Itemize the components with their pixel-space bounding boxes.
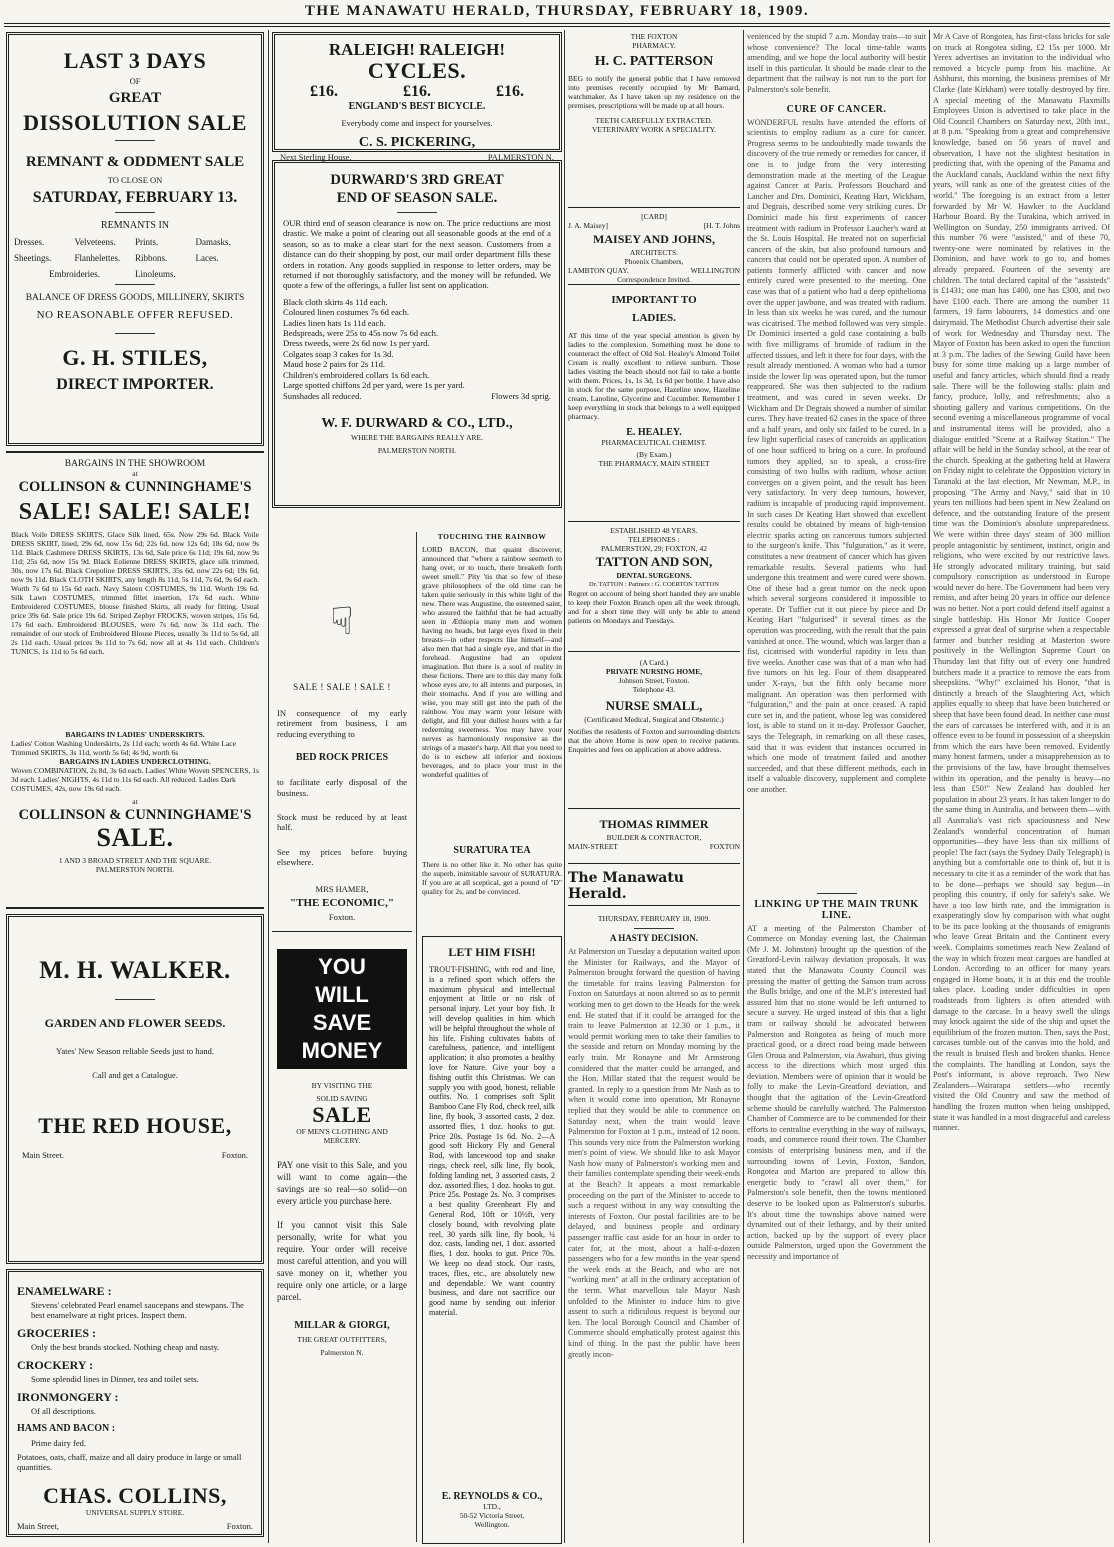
stiles-date: SATURDAY, FEBRUARY 13. — [32, 189, 238, 206]
pickering-price: £16. — [496, 83, 524, 100]
reynolds-name: E. REYNOLDS & CO., — [441, 1491, 543, 1502]
durward-item: Black cloth skirts 4s 11d each. — [283, 296, 388, 307]
collinson-sale: SALE! SALE! SALE! — [18, 499, 252, 525]
column-1 — [6, 32, 264, 1543]
reynolds-ad — [422, 936, 562, 1544]
durward-h1: DURWARD'S 3RD GREAT — [330, 172, 504, 188]
collinson-body3: Woven COMBINATION, 2s 8d, 3s 6d each. Ladies' White Woven SPENCERS, 1s 3d each. Ladies' NIGHTS, 4s 11d to 11s 6d each. All reduced. Ladies Dark COSTUMES, 42s, now 19s 6d each. — [11, 766, 259, 793]
durward-item: Children's embroidered collars 1s 6d each. — [283, 369, 430, 380]
linking-body: AT a meeting of the Palmerston Chamber of Commerce on Monday evening last, the Chairman (Mr J. M. Johnston) brought up the question of the Greatford-Levin railway deviation proposals. It was stated that the Manawatu County Council was pressing the matter of getting the Sanson tram across the Bulls bridge, and one of the M.P.'s interested had assured him that no stone would be left unturned to secure a survey. He urged instead of this that a light tram or railway should be advocated between Palmerston and Rongotea as being of much more practical good, or a direct road being made between Glen Oroua and Palmerston, via Awahuri, thus giving access to the directions which most urged this deviation. Members were of opinion that it would be folly to make the Levin-Greatford deviation, and thought that the agitation of the Levin-Greatford scheme should be carefully watched. The Palmerston Chamber of Commerce are to be commended for their efforts to centralise everything in the way of railways, roads, and commerce round their town. The Chamber consists of enterprising business men, and if the surrounding towns of Levin, Foxton, Sandon, Rongotea and Marton are prepared to allow this energetic body to "crawl all over them," for Palmerston's sole benefit, then the towns mentioned deserve to be looked upon as Palmerston's suburbs. It's about time the townships above named were dynamited out of their lethargy, and by their united action, backed up by the support of every place outside Palmerston, urged upon the Government the necessity and importance of — [747, 923, 926, 1261]
rimmer-name: THOMAS RIMMER — [599, 817, 709, 831]
stiles-item: Sheetings. — [14, 253, 52, 263]
pickering-price: £16. — [310, 83, 338, 100]
millar-l1: BY VISITING THE — [311, 1081, 373, 1090]
durward-list — [283, 297, 551, 401]
durward-h2: END OF SEASON SALE. — [336, 190, 498, 206]
maisey-corr: Correspondence Invited. — [617, 275, 691, 284]
col2-right — [422, 532, 562, 1542]
column-6 — [933, 32, 1110, 1543]
tatton-ad — [568, 522, 740, 652]
healey-sub: PHARMACEUTICAL CHEMIST. — [601, 438, 707, 447]
durward-name: W. F. DURWARD & CO., LTD., — [321, 415, 513, 431]
hamer-sale: SALE ! SALE ! SALE ! — [293, 682, 391, 692]
collins-sub: UNIVERSAL SUPPLY STORE. — [85, 1508, 185, 1517]
pickering-come: Everybody come and inspect for yourselves. — [341, 118, 493, 128]
pickering-cycles: CYCLES. — [367, 58, 467, 83]
tatton-tel2: PALMERSTON, 29; FOXTON, 42 — [601, 544, 707, 553]
hamer-town: Foxton. — [328, 911, 356, 922]
rimmer-ad — [568, 809, 740, 864]
millar-save: SAVE — [312, 1010, 372, 1035]
rainbow-title: TOUCHING THE RAINBOW — [437, 532, 547, 541]
maisey-addr: Phoenix Chambers, — [624, 257, 684, 266]
hamer-p4: See my prices before buying elsewhere. — [277, 846, 407, 868]
small-ad — [568, 652, 740, 809]
stiles-item: Dresses. — [14, 237, 45, 247]
durward-item: Bedspreads, were 25s to 45s now 7s 6d each. — [283, 328, 439, 339]
collins-crockery: CROCKERY : — [17, 1358, 94, 1372]
durward-sub: WHERE THE BARGAINS REALLY ARE. — [351, 432, 483, 442]
hamer-bed-rock: BED ROCK PRICES — [295, 752, 389, 764]
collins-enamel: ENAMELWARE : — [17, 1284, 112, 1298]
collins-groceries-text: Only the best brands stocked. Nothing cheap and nasty. — [31, 1342, 220, 1352]
stiles-item: Embroideries. — [49, 269, 100, 279]
stiles-of: OF — [129, 76, 141, 86]
millar-l2: SOLID SAVING — [316, 1094, 368, 1103]
masthead-rule-2 — [4, 26, 1110, 27]
millar-sale: SALE — [312, 1102, 372, 1127]
stiles-dissolution: DISSOLUTION SALE — [23, 110, 247, 135]
tatton-name: TATTON AND SON, — [595, 554, 713, 569]
column-3 — [568, 32, 740, 1543]
millar-sub: THE GREAT OUTFITTERS, — [297, 1335, 387, 1344]
healey-ad — [568, 285, 740, 522]
healey-body: AT this time of the year special attention is given by ladies to the complexion. Something must be done to counteract the effect of Old Sol. Healey's Almond Toilet Cream is really excellent to relieve sunburn. Those ladies visiting the beach should not fail to take a bottle with them. Prices, 1s, 1s 3d, 1s 6d per bottle. I have also in stock for the same purpose, Hazeline snow, Hazeline cream, Lanoline, Glycerine and Cucumber. Remember I keep everything in stock that belongs to a well equipped pharmacy. — [568, 331, 740, 421]
hamer-body: IN consequence of my early retirement from business, I am reducing everything to — [277, 708, 407, 739]
stiles-item: Linoleums. — [135, 269, 176, 279]
rimmer-town: FOXTON — [709, 842, 740, 851]
maisey-card: [CARD] — [641, 212, 667, 221]
durward-town: PALMERSTON NORTH. — [377, 445, 457, 455]
millar-money: MONEY — [301, 1038, 383, 1063]
small-name: NURSE SMALL, — [605, 698, 703, 713]
collinson-showroom: BARGAINS IN THE SHOWROOM — [64, 459, 206, 469]
masthead: THE MANAWATU HERALD, THURSDAY, FEBRUARY 18, 1909. — [304, 3, 810, 19]
millar-name: MILLAR & GIORGI, — [294, 1320, 390, 1331]
millar-ad — [272, 937, 412, 1537]
cancer-body: WONDERFUL results have attended the efforts of scientists to employ radium as a cure for cancer. Progress seems to be undoubtedly made towards the discovery of the true remedy or remedies for cancer, if one is to judge from the very interesting demonstration made at the meeting of the League against Cancer at Paris. Professors Bouchard and Lancher and Drs. Dominici, Keating Hart, Wickham, and Degrais, described some very striking cures. Dr Dominici made his first experiments of cancer treatment with radium in Professor Laucher's ward at the St. Louis Hospital. He treated not on superficial cancers of the skin, but also profound tumours and cancers that could not be operated upon. A number of patients formerly afflicted with cancer and now entirely cured were presented to the meeting. One case was that of a patient who had a deep epithelioma over the upper jawbone, and was treated with radium. In less than six weeks he was cured, and the tumour was cicatrised. The method followed was very simple. Dr Dominici inserted a gold case containing a bulb with five milligrams of bromide of radium in the affected tissues, and left it there for four days, with the result already mentioned. A woman who had a tumor inside the lower lip was operated upon, but the tumor reappeared. She was then subjected to the radium treatment, and was cured in seven weeks. Dr Wickham and Dr Degrais showed a number of similar cures. They have treated 62 cases in the space of three and a half years, and only six failed to be cured. In a few light superficial cases of cancroids an application of one hour sufficed to bring on a cure. In profound tumors they applied, so to speak, a cross-fire consisting of two bulbs with radium, whose action converges on a given point, and the result has been very satisfactory. In very deep tumours, however, radium is incapable of producing rapid improvement. In such cases Dr Keating Hart showed that excellent results could be obtained by means of high-tension electric sparks acting on cancerous tumors subjected to the surgeon's knife. This "fulguration," as it were, constitutes a new treatment of cancer which has given remarkable results. Several patients who had undergone this treatment and were cured were shown. One of these had a great tumor on the neck upon which several surgeons considered it impossible to operate. Dr Tuffier cut it out piece by piece and Dr Keating Hart "fulgurised" it several times as the operation was proceeding, with the result that the pain vanished at once. The wound, which was larger than a fist, cicatrised with wonderful rapidity in less than five weeks. Another case was that of a man who had five tumors on his leg. Four of them disappeared under X-rays, but the fifth only became more malignant. An operation was then performed with "fulguration," and the pain at once ceased. A rapid cure set in, and the patient, whose leg was considered lost, is able to stand on it to-day. Professor Gaucher, says the Telegraph, in remarking on all these cases, said that it was evident that instances occurred in which one mode of treatment failed and another succeeded, and that these different methods, each in itself a valuable discovery, supplement and complete one another. — [747, 117, 927, 794]
rainbow-end: There is no other like it. No other has quite the superb, inimitable savour of SURATURA. If you are at all sceptical, get a pound of "D" quality for 2s, and be convinced. — [422, 860, 562, 896]
durward-body: OUR third end of season clearance is now on. The price reductions are most drastic. We make a point of clearing out all seasonable goods at the end of a season, so as to make a clear start for the next season. Customers from a distance can do their shopping by post, our mail order department fills these orders in rotation. Any goods supplied in response to letter orders, may be returned if not thoroughly satisfactory, and the money will be refunded. We quote a few of the offerings, a fuller list sent on application. — [283, 218, 551, 291]
durward-item: Colgates soap 3 cakes for 1s 3d. — [283, 348, 394, 359]
millar-town: Palmerston N. — [320, 1348, 364, 1357]
reynolds-addr: 50-52 Victoria Street, — [459, 1511, 525, 1520]
small-body: Notifies the residents of Foxton and surrounding districts that the above Home is now open to receive patients. Enquiries and fees on application at above address. — [568, 727, 740, 754]
maisey-right: [H. T. Johns — [703, 221, 740, 230]
reynolds-title: LET HIM FISH! — [448, 945, 536, 959]
column-rule — [564, 30, 565, 1543]
durward-item: Ladies linen hats 1s 11d each. — [283, 317, 386, 328]
collins-town: Foxton. — [226, 1521, 253, 1531]
maisey-town: WELLINGTON — [690, 266, 740, 275]
stiles-offer: NO REASONABLE OFFER REFUSED. — [36, 309, 234, 321]
millar-you: YOU — [318, 954, 366, 979]
pickering-addr: Next Sterling House, — [280, 152, 352, 162]
stiles-headline: LAST 3 DAYS — [63, 48, 207, 73]
column-rule — [743, 30, 744, 1543]
stiles-remnant: REMNANT & ODDMENT SALE — [25, 154, 245, 170]
tatton-tel: TELEPHONES : — [628, 535, 680, 544]
healey-name: E. HEALEY. — [626, 427, 682, 438]
column-2 — [272, 32, 562, 1543]
pickering-price: £16. — [403, 83, 431, 100]
reynolds-body: TROUT-FISHING, with rod and line, is a refined sport which offers the maximum physical and intellectual enjoyment at little or no risk of personal injury. Let your boy fish. It will develop qualities in him which will be helpful throughout the whole of his life. Fishing cultivates habits of carefulness, patience, and intelligent application; it also promotes a healthy love for Nature. Give your boy a fishing outfit this Christmas. We can supply you with good, honest, reliable outfits. No. 1 comprises soft Split Bamboo Cane Fly Rod, check reel, silk line, fly book, 3 assorted casts, 2 doz. assorted flies, 1 doz. hooks to gut. Price 20s. Postage 1s 6d. No. 2—A good soft Hickory Fly and General Rod, with lancewood top and snake rings, check reel, silk line, fly book, folding landing net, 3 assorted casts, 2 doz. assorted flies, 1 doz. hooks to gut. Price 25s. Postage 2s. No. 3 comprises a best quality Greenheart Fly and General Rod, 10ft or 10½ft, very closely bound, with revolving plate reel, 30 yards silk line, fly book, ¼ doz. casts, landing net, 1 doz. assorted flies, 1 doz. hooks to gut. Price 70s. We keep no dead stock. Our casts, traces, flies, etc., are absolutely new and dependable. We want country business, and dare not sacrifice our good name by sending out inferior material. — [429, 965, 555, 1317]
pickering-ad — [272, 32, 562, 162]
maisey-ad — [568, 208, 740, 285]
durward-item: Sunshades all reduced. — [283, 390, 362, 401]
stiles-item: Flanhelettes. — [74, 253, 121, 263]
hamer-ad — [272, 532, 412, 932]
patterson-teeth: TEETH CAREFULLY EXTRACTED. — [595, 116, 713, 125]
patterson-ad — [568, 32, 740, 208]
col2-left — [272, 532, 412, 1542]
herald-date: THURSDAY, FEBRUARY 18, 1909. — [597, 914, 711, 923]
stiles-close: TO CLOSE ON — [107, 175, 163, 185]
reynolds-town: Wellington. — [474, 1520, 510, 1529]
collinson-name: COLLINSON & CUNNINGHAME'S — [18, 479, 252, 495]
cancer-heading: CURE OF CANCER. — [786, 103, 887, 115]
collins-produce: Potatoes, oats, chaff, maize and all dairy produce in large or small quantities. — [17, 1452, 242, 1472]
small-h1: PRIVATE NURSING HOME, — [605, 667, 703, 676]
collins-groceries: GROCERIES : — [17, 1326, 97, 1340]
maisey-addr2: LAMBTON QUAY. — [568, 266, 629, 275]
rainbow-tea: SURATURA TEA — [453, 845, 531, 856]
rimmer-street: MAIN-STREET — [568, 842, 618, 851]
collins-hams: HAMS AND BACON : — [17, 1423, 116, 1434]
collinson-body2: Ladies' Cotton Washing Underskirts, 2s 11d each; worth 4s 6d. White Lace Trimmed SKIRTS, 3s 11d, worth 5s 6d; 4s 9d, worth 6s — [11, 739, 236, 757]
durward-item: Dress tweeds, were 2s 6d now 1s per yard. — [283, 338, 430, 349]
collinson-at: at — [132, 469, 138, 478]
small-sub: (Certificated Medical, Surgical and Obstetric.) — [584, 715, 724, 724]
collins-street: Main Street, — [17, 1521, 60, 1531]
stiles-item: Laces. — [195, 253, 219, 263]
durward-item: Maud hose 2 pairs for 2s 11d. — [283, 359, 386, 370]
collinson-at-2: at — [132, 797, 138, 806]
stiles-item: Prints. — [135, 237, 159, 247]
collins-enamel-text: Stevens' celebrated Pearl enamel saucepans and stewpans. The best enamelware at right prices. Inspect them. — [31, 1300, 244, 1320]
small-addr: Johnson Street, Foxton. — [618, 676, 690, 685]
millar-will: WILL — [315, 982, 369, 1007]
col4-top: venienced by the stupid 7 a.m. Monday train—to suit whose convenience? The local time-table wants amending, and we hope the local authority will bestir itself in this particular. It should be made clear to the department that the railway is not run to the port for Palmerston's sole benefit. — [747, 32, 926, 94]
reynolds-ltd: LTD., — [483, 1502, 501, 1511]
herald-body: At Palmerston on Tuesday a deputation waited upon the Minister for Railways, and the Mayor of Palmerston brought forward the question of having the timetable for trains leaving Palmerston for Foxton on Saturdays at noon altered so as to permit working men to get down to the Heads for the week end. He stated that if it could be arranged for the train to leave Palmerston at 12.30 or 1 p.m., it would permit working men to take their families to the seaside and return on Monday morning by the early train. Mr Ronayne and Mr Armstrong considered that the matter could be arranged, and the Hon. Millar stated that the request would be granted. In reply to a question from Mr Nash as to when it would come into operation, Mr Ronayne replied that they would be able to commence on Saturday next, when the train would leave Palmerston for Foxton at 1 p.m., instead of 12 noon. This sounds very nice from the Palmerston working men's point of view. We should like to ask Mayor Nash how many of Palmerston's working men and their families contemplate spending their week-ends at the Beach? It appears a most remarkable proceeding on the part of the Minister to accede to such a request without in any way consulting the interests of Foxton. Our postal facilities are to be delayed, and business people and ordinary passenger traffic cast aside for an hour in order to cater for, at the most, about a half-a-dozen passengers who for a few months in the year spend the week ends at the Beach, and who are not "working men" at all in the ordinary acceptation of the term. What marvellous tale Mayor Nash unfolded to the Minister to induce him to give assent to such a ridiculous request is beyond our ken. The local Borough Council and Chamber of Commerce should emphatically protest against this kind of thing. In the past the public have been greatly incon- — [568, 947, 740, 1359]
column-rule — [929, 30, 930, 1543]
millar-l5: MERCERY. — [323, 1136, 361, 1145]
healey-h2: LADIES. — [632, 312, 676, 324]
millar-p2: If you cannot visit this Sale personally, write for what you require. Your order will receive most careful attention, and you will save money on it, whether you require only one article, or a large parcel. — [277, 1220, 407, 1302]
herald-title: The Manawatu Herald. — [568, 870, 684, 902]
maisey-left: J. A. Maisey] — [568, 221, 608, 230]
linking-heading: LINKING UP THE MAIN TRUNK LINE. — [754, 898, 919, 921]
tatton-sub: DENTAL SURGEONS. — [616, 571, 692, 580]
collinson-name-2: COLLINSON & CUNNINGHAME'S — [18, 807, 252, 823]
you-will-save-money — [277, 949, 407, 1069]
hamer-p3: Stock must be reduced by at least half. — [277, 812, 407, 833]
pickering-town: PALMERSTON N. — [487, 152, 554, 162]
durward-ad — [272, 160, 562, 508]
stiles-ad — [6, 32, 264, 446]
tatton-partners: Dr. TATTON : Partners : G. COERTON TATTON — [589, 581, 719, 588]
maisey-name: MAISEY AND JOHNS, — [593, 232, 715, 246]
walker-ad — [6, 914, 264, 1264]
healey-exam: (By Exam.) — [636, 450, 672, 459]
rainbow-ad — [422, 532, 562, 928]
stiles-great: GREAT — [108, 90, 162, 106]
collins-iron-text: Of all descriptions. — [31, 1406, 96, 1416]
collinson-addr: 1 AND 3 BROAD STREET AND THE SQUARE. — [58, 856, 212, 865]
column-4 — [747, 32, 926, 1543]
column-rule — [268, 30, 269, 1543]
small-tel: Telephone 43. — [632, 685, 676, 694]
collins-name: CHAS. COLLINS, — [43, 1483, 227, 1508]
stiles-sub: DIRECT IMPORTER. — [56, 376, 214, 393]
collinson-h2: BARGAINS IN LADIES' UNDERSKIRTS. — [65, 730, 205, 739]
herald-editorial — [568, 864, 740, 1507]
healey-h1: IMPORTANT TO — [611, 294, 697, 306]
walker-house: THE RED HOUSE, — [38, 1113, 232, 1138]
collinson-sale-2: SALE. — [96, 823, 174, 852]
durward-flowers: Flowers 3d sprig. — [491, 390, 551, 401]
rimmer-sub: BUILDER & CONTRACTOR, — [606, 833, 702, 842]
tatton-est: ESTABLISHED 48 YEARS. — [610, 526, 698, 535]
millar-l4: OF MEN'S CLOTHING AND — [296, 1127, 388, 1136]
collinson-ad — [6, 451, 264, 909]
masthead-rule — [4, 23, 1110, 24]
pickering-best: ENGLAND'S BEST BICYCLE. — [348, 101, 486, 112]
healey-addr: THE PHARMACY, MAIN STREET — [598, 459, 710, 468]
durward-item: Large spotted chiffons 2d per yard, were 1s per yard. — [283, 380, 465, 391]
collinson-town: PALMERSTON NORTH. — [95, 865, 175, 874]
stiles-remnants-in: REMNANTS IN — [100, 220, 170, 231]
stiles-balance: BALANCE OF DRESS GOODS, MILLINERY, SKIRTS — [25, 293, 245, 303]
walker-town: Foxton. — [221, 1150, 248, 1160]
local-notes: Mr A Cave of Rongotea, has first-class bricks for sale on truck at Rongotea siding, £2 15s per 1000. Mr Yerex advertises an invitation to the individual who removed a bicycle pump from his machine. At Ashhurst, this morning, the business premises of Mr Clarke (late Kirkham) were totally destroyed by fire. A special meeting of the Manawatu Flaxmills Employees Union is advertised to take place in the Old Council Chambers on Saturday next, 20th inst., at 8 p.m. "Speaking from a great and comprehensive knowledge, based on 56 years of travel and observation, I have not the slightest hesitation in predicting that, with the opening of the Panama and the Auckland canals, Auckland within the next fifty years, will rank as one of the greatest cities of the world." The foregoing is an extract from a letter forwarded by Mr W. Hawker to the Auckland Harbour Board. By the Turakina, which arrived in Wellington on Sunday, 250 immigrants arrived. Of this number 76 were "assisted," and of these 70, twenty-one were nominated by relatives in the Dominion, and have work to go to, and homes already prepared. Fourteen of the seventy are children. The total declared capital of the "assisteds" is £1431; one man has £400, one has £300, and two have £100 each. There are among the number 11 farmers, 19 farm labourers, 14 domestics and one dairymaid. The Methodist Church advertise their sale of work for Wednesday and Thursday next. The Mayor of Foxton has been asked to open the function at 3 p.m. The ladies of the Sewing Guild have been busy for some time making up a large number of useful and fancy articles, which should find a ready sale. There will be the following stalls: plain and fancy, produce, lolly, and refreshments; also a shooting gallery and various competitions. On the second evening a miscellaneous programme of vocal and instrumental items will be provided, also a dialogue entitled "Scene at a Railway Station." The affair will be held in the Sunday school, at the rear of the church. Speaking at the gathering held at Hawera on Friday night to celebrate the Opposition victory in Taranaki at the last election, Mr Newman, M.P., in proposing "The Army and Navy," said that in 10 years ten millions had been spent in New Zealand on defence, and the outstanding feature of the present time was the Dominion's absolute unpreparedness. We were within three days' steam of 300 million people antagonistic by sentiment, instinct, origin and religions, who were excited by our restrictive laws. He strongly advocated military training, but said compulsory conscription as understood in Europe would never do here. The Government had been very remiss, and after being 20 years in office our defence was no better. Not a port could defend itself against a single battleship. His Honor Mr Justice Cooper expressed a great deal of surprise when a respectable farmer and butcher residing at Masterton swore positively in the Wellington Supreme Court on Thursday last that fifty out of every one hundred butchers made it a practice to remove the ears from sheepskins. "Why!" exclaimed his Honor, "that is distinctly a breach of the Slaughtering Act, which applies equally to sheep that have been butchered or sheep that have been found dead. In neither case must the ears of carcasses be interfered with, and it is an offence even to be found in possession of a sheepskin from which the ears have been removed. Evidently many honest farmers, under a misapprehension as to the provisions of the law, have brought themselves within its operation, and the penalty is heavy—no less than £50!" New Zealand has doubled her population in about 23 years. It has taken longer to do the same thing in Australia, and between them—with all Australia's vast rich spaciousness and New Zealand's wonderful concentration of human opportunities—they have less than six millions of people! The fact (says the Sydney Daily Telegraph) is anything but a comfortable one to think of, but it is necessary to cite it as a reminder of the work that has to be done—perhaps we should say begun—in peopling this country, if only for safety's sake. We have a too low birth rate, and the immigration is exasperatingly slow by comparison with what ought to be its pace looking at the thousands of emigrants who leave Great Britain and the Continent every week. Complaints sometimes reach New Zealand of the way in which frozen meat cargoes are handled at London. According to an officer for many years engaged in Home boats, it is at this end the trouble takes place. Loading under difficulties in open roadsteads from lighters is often attended with damage to the carcase. In a heavy swell the slings may knock against the side of the ship and upset the equilibrium of the frozen mutton. Then, says the Post, carcases tumble out of the canvas into the hold, and the result is bruised flesh and broken shanks. Hence the complaints. The handling at London, says the Post's informant, is above reproach. Two New Zealanders—Wairarapa settlers—who recently visited the Old Country and saw the method of handling the frozen mutton when being unshipped, state it was handled in a most disgraceful and careless manner. — [933, 32, 1110, 1133]
stiles-name: G. H. STILES, — [62, 345, 208, 370]
durward-item: Coloured linen costumes 7s 6d each. — [283, 307, 410, 318]
pickering-raleigh: RALEIGH! RALEIGH! — [328, 40, 506, 59]
stiles-item: Velveteens. — [74, 237, 116, 247]
walker-street: Main Street. — [22, 1150, 65, 1160]
stiles-item: Ribbons. — [135, 253, 168, 263]
collins-iron: IRONMONGERY : — [17, 1390, 119, 1404]
tatton-body: Regret on account of being short handed they are unable to keep their Foxton Branch open all the week through, and for a short time they will only be able to attend patients on Mondays and Tuesdays. — [568, 589, 740, 625]
hamer-p2: to facilitate early disposal of the business. — [277, 777, 407, 798]
patterson-vet: VETERINARY WORK A SPECIALITY. — [591, 125, 717, 134]
patterson-name: H. C. PATTERSON — [594, 54, 714, 69]
patterson-h1: THE FOXTON — [630, 32, 678, 41]
collinson-h3: BARGAINS IN LADIES UNDERCLOTHING. — [59, 757, 211, 766]
pointing-hand-icon: ☟ — [330, 601, 354, 643]
collins-hams-text: Prime dairy fed. — [31, 1438, 86, 1448]
stiles-item: Damasks. — [195, 237, 231, 247]
hamer-name: MRS HAMER, — [315, 883, 369, 894]
walker-yates: Yates' New Season reliable Seeds just to hand. — [56, 1046, 214, 1056]
rainbow-body: LORD BACON, that quaint discoverer, announced that "where a rainbow seemeth to hang over, or to touch, there breaketh forth sweet smell." Pity 'tis that so few of these grave philosophers of the old time can be taken quite seriously in this white light of the new. There was Augustine, the esteemed saint, who assured the faithful that he had actually seen in Æthiopia many men and women having no heads, but large eyes fixed in their breasts—in other respects like himself—and also men that had a single eye, and that in the forehead. Augustine had an opulent imagination. But there is a soul of reality in these fictions. There are to this day many folk whose eyes are, to all intents and purposes, in their stomachs. And if you are willing and wise, you may still get into the path of the rainbow. You may warm your leisure with delight, and fill your dullest hours with a far redeeming sweetness. You may have your nerves as harmoniously responsive as the strings of a master's harp. All that you need to do is to eschew all inferior and noxious beverages, and to place your trust in the wonderful qualities of — [422, 545, 562, 779]
collins-crockery-text: Some splendid lines in Dinner, tea and toilet sets. — [31, 1374, 199, 1384]
collins-ad — [6, 1269, 264, 1537]
patterson-body: BEG to notify the general public that I have removed into premises recently occupied by Mr Barnard, watchmaker. As I have taken up my residence on the premises, prescriptions will be made up at all hours. — [568, 74, 740, 110]
walker-seeds: GARDEN AND FLOWER SEEDS. — [44, 1016, 226, 1030]
herald-heading: A HASTY DECISION. — [610, 933, 698, 943]
walker-catalogue: Call and get a Catalogue. — [92, 1070, 178, 1080]
pickering-name: C. S. PICKERING, — [358, 135, 476, 150]
collinson-body: Black Voile DRESS SKIRTS, Glace Silk lined, 65s. Now 29s 6d. Black Voile DRESS SKIRT, lined, 29s 6d, now 15s 6d; 22s 6d, now 12s 6d; 18s 6d, now 9s 11d. Black Cashmere DRESS SKIRTS, 13s 6d, Sale price 6s 11d; 19s 6d, now 9s 11d; 25s 6d, now 15s 9d. Black Eolienne DRESS SKIRTS, glace silk trimmed, 30s, now 17s 6d. Black Crepoline DRESS SKIRTS, 35s 6d, now 22s 6d; 19s 6d, now 9s 11d. Black CLOTH SKIRTS, any length 8s 11d, 5s 11d, 7s 6d, 9s 6d each. Worth 7s 6d to 15s 6d each. Navy Sateen COSTUMES, 9s 11d. Worth 19s 6d. Silk Lawn COSTUMES, trimmed fillet insertion, 17s 6d each. White Embroidered COSTUMES, blouse finished Skirts, all ready for fitting. Usual price 39s 6d. Sale price 19s 6d. Striped Zephyr FROCKS, woven stripes, 15s 6d, 17s 6d each. Embroidered BLOUSES, were 7s 6d, now 3s 11d each. The remainder of our stock of Embroidered Blouse Pieces, usually 3s 11d to 5s 6d, all 2s 11d each. Usual prices 9s 11d to 7s 6d, now all at 4s 11d each. Children's TUNICS, 1s 11d to 5s 6d each. — [11, 530, 259, 656]
hamer-shop: "THE ECONOMIC," — [290, 896, 394, 909]
millar-p1: PAY one visit to this Sale, and you will want to come again—the savings are so real—so solid—on every article you purchase here. — [277, 1160, 407, 1206]
walker-name: M. H. WALKER. — [39, 957, 231, 984]
stiles-items — [14, 237, 256, 279]
maisey-sub: ARCHITECTS. — [629, 248, 679, 257]
small-card: (A Card.) — [639, 658, 669, 667]
patterson-h2: PHARMACY. — [632, 41, 676, 50]
